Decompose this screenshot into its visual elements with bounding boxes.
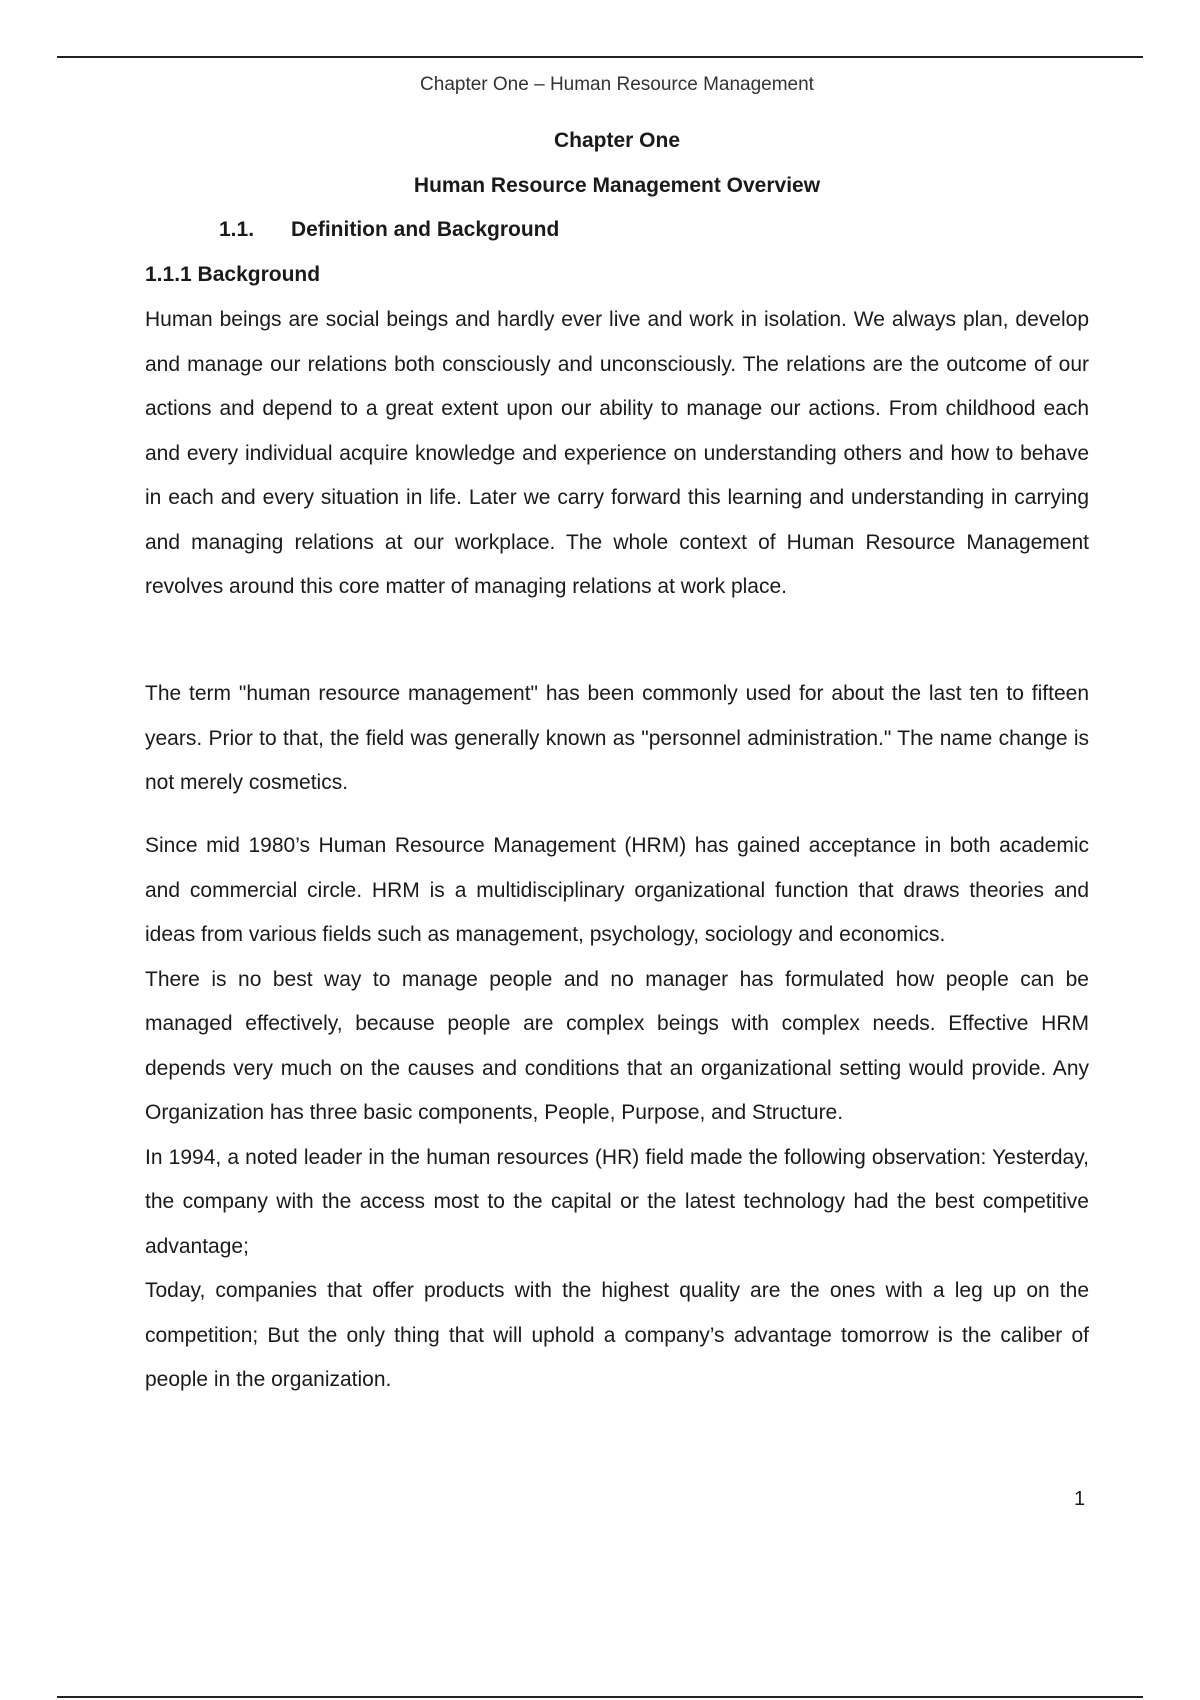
section-heading [219,218,559,242]
page-number: 1 [1074,1488,1086,1510]
section-title: Definition and Background [291,218,560,241]
top-rule [57,56,1143,58]
paragraph: Human beings are social beings and hardly ever live and work in isolation. We always plan, develop and manage our relations both consciously and unconsciously. The relations are the outcome of our actions and depend to a great extent upon our ability to manage our actions. From childhood each and every individual acquire knowledge and experience on understanding others and how to behave in each and every situation in life. Later we carry forward this learning and understanding in carrying and managing relations at our workplace. The whole context of Human Resource Management revolves around this core matter of managing relations at work place. [145,308,1089,598]
paragraph: There is no best way to manage people and no manager has formulated how people can be managed effectively, because people are complex beings with complex needs. Effective HRM depends very much on the causes and conditions that an organizational setting would provide. Any Organization has three basic components, People, Purpose, and Structure. [145,967,1089,1124]
running-header: Chapter One – Human Resource Management [420,74,814,95]
bottom-rule [57,1696,1143,1698]
section-number: 1.1. [219,218,255,241]
body-paragraph-2 [145,672,1089,806]
paragraph: Since mid 1980’s Human Resource Management (HRM) has gained acceptance in both academic and commercial circle. HRM is a multidisciplinary organizational function that draws theories and ideas from various fields such as management, psychology, sociology and economics. [145,834,1089,946]
body-paragraph-group [145,824,1089,1403]
chapter-subtitle: Human Resource Management Overview [413,174,821,197]
paragraph: The term "human resource management" has been commonly used for about the last ten to fifteen years. Prior to that, the field was generally known as "personnel administration." The name change is not merely cosmetics. [145,682,1089,794]
chapter-title: Chapter One [553,129,681,152]
body-paragraph-1 [145,298,1089,610]
paragraph: In 1994, a noted leader in the human resources (HR) field made the following observation: Yesterday, the company with the access most to the capital or the latest technology had the best competitive advantage; [145,1145,1089,1258]
paragraph: Today, companies that offer products with the highest quality are the ones with a leg up on the competition; But the only thing that will uphold a company’s advantage tomorrow is the caliber of people in the organization. [145,1279,1089,1391]
subsection-heading: 1.1.1 Background [145,263,321,286]
